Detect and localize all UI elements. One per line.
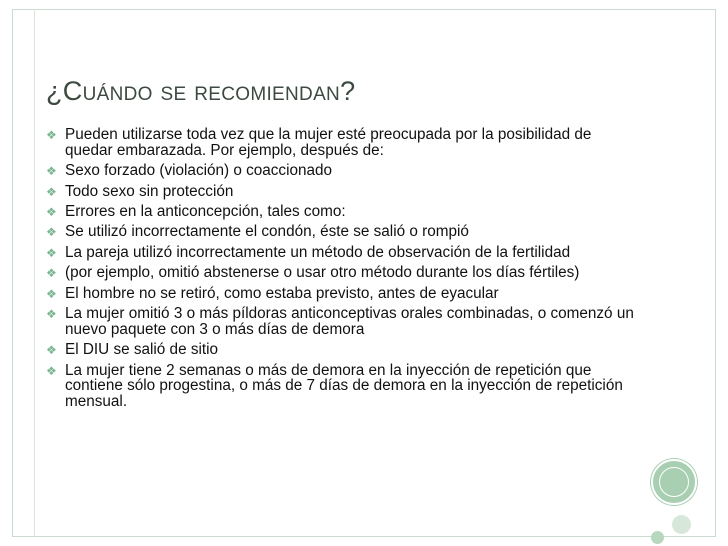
diamond-bullet-icon: ❖ [46, 184, 57, 199]
bullet-item [46, 127, 636, 159]
bullet-text: La mujer tiene 2 semanas o más de demora en la inyección de repetición que contiene sólo progestina, o más de 7 días de demora en la inyección de repetición mensual. [65, 361, 623, 411]
bullet-text: Todo sexo sin protección [65, 182, 234, 200]
diamond-bullet-icon: ❖ [46, 225, 57, 240]
bullet-item [46, 204, 636, 220]
bullet-item [46, 342, 636, 358]
slide-title: ¿Cuándo se recomiendan? [46, 76, 356, 106]
diamond-bullet-icon: ❖ [46, 245, 57, 260]
bullet-text: El DIU se salió de sitio [65, 341, 219, 359]
diamond-bullet-icon: ❖ [46, 286, 57, 301]
bullet-item [46, 224, 636, 240]
bullet-text: La mujer omitió 3 o más píldoras anticonceptivas orales combinadas, o comenzó un nuevo paquete con 3 o más días de demora [65, 304, 634, 338]
bullet-list [46, 127, 636, 414]
diamond-bullet-icon: ❖ [46, 343, 57, 358]
diamond-bullet-icon: ❖ [46, 128, 57, 142]
diamond-bullet-icon: ❖ [46, 164, 57, 179]
bullet-item [46, 245, 636, 261]
bullet-text: Se utilizó incorrectamente el condón, éste se salió o rompió [65, 223, 469, 241]
diamond-bullet-icon: ❖ [46, 204, 57, 219]
bullet-item [46, 306, 636, 338]
bullet-item [46, 184, 636, 200]
bullet-text: Sexo forzado (violación) o coaccionado [65, 162, 333, 180]
bullet-text: El hombre no se retiró, como estaba previsto, antes de eyacular [65, 284, 499, 302]
bullet-item [46, 163, 636, 179]
bullet-item [46, 363, 636, 410]
bullet-item [46, 265, 636, 281]
decorative-circle-small [651, 531, 664, 544]
diamond-bullet-icon: ❖ [46, 363, 57, 378]
bullet-text: La pareja utilizó incorrectamente un método de observación de la fertilidad [65, 243, 571, 261]
decorative-circle-ring [659, 467, 689, 497]
decorative-circle-large [651, 459, 697, 505]
bullet-item [46, 286, 636, 302]
frame-guide-line [34, 9, 35, 537]
bullet-text: Errores en la anticoncepción, tales como: [65, 202, 346, 220]
bullet-text: Pueden utilizarse toda vez que la mujer esté preocupada por la posibilidad de quedar embarazada. Por ejemplo, después de: [65, 126, 592, 159]
diamond-bullet-icon: ❖ [46, 306, 57, 321]
bullet-text: (por ejemplo, omitió abstenerse o usar otro método durante los días fértiles) [65, 264, 580, 282]
decorative-circle-small [672, 515, 691, 534]
diamond-bullet-icon: ❖ [46, 266, 57, 281]
